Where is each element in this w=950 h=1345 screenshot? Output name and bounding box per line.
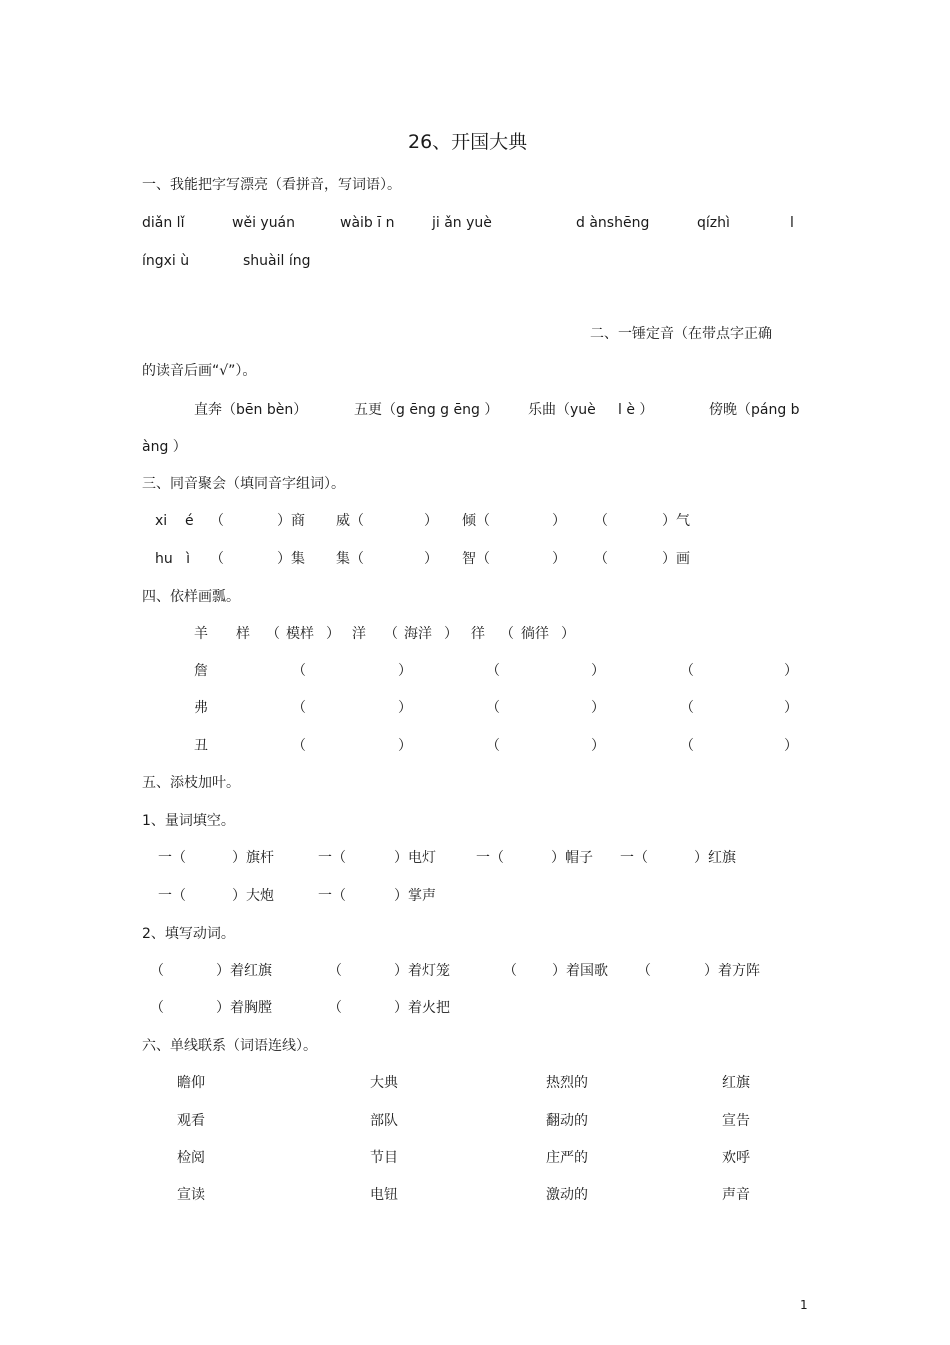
measure-blank-close: ）掌声 xyxy=(394,888,436,904)
measure-blank-close: ）旗杆 xyxy=(232,850,274,866)
homophone-pinyin: xi é xyxy=(155,513,194,529)
paren: （ xyxy=(500,626,514,642)
section2-heading: 二、一锤定音（在带点字正确 xyxy=(590,326,772,342)
blank-open: （ xyxy=(210,513,224,529)
measure-blank-open: 一（ xyxy=(158,888,186,904)
blank-close: ） xyxy=(552,513,566,529)
blank-open: 倾（ xyxy=(462,513,490,529)
verb-blank-open: （ xyxy=(637,963,651,979)
paren: ） xyxy=(326,626,340,642)
match-word: 节目 xyxy=(370,1150,398,1166)
paren: （ xyxy=(486,738,500,754)
measure-blank-close: ）电灯 xyxy=(394,850,436,866)
pinyin-item: íngxi ù xyxy=(142,253,190,269)
blank-close: ）商 xyxy=(277,513,305,529)
match-word: 检阅 xyxy=(177,1150,205,1166)
match-word: 部队 xyxy=(370,1113,398,1129)
blank-close: ）气 xyxy=(662,513,690,529)
paren: （ xyxy=(486,700,500,716)
blank-close: ） xyxy=(424,513,438,529)
match-word: 热烈的 xyxy=(546,1075,588,1091)
blank-close: ） xyxy=(552,551,566,567)
example-word: 海洋 xyxy=(404,626,432,642)
base-char: 丑 xyxy=(194,738,208,754)
pinyin-item: qízhì xyxy=(697,215,730,231)
paren: ） xyxy=(784,663,798,679)
measure-blank-close: ）大炮 xyxy=(232,888,274,904)
measure-blank-open: 一（ xyxy=(318,850,346,866)
match-word: 红旗 xyxy=(722,1075,750,1091)
base-char: 詹 xyxy=(194,663,208,679)
section5-sub1: 1、量词填空。 xyxy=(142,813,235,829)
paren: （ xyxy=(680,700,694,716)
blank-open: （ xyxy=(210,551,224,567)
base-char: 弗 xyxy=(194,700,208,716)
blank-close: ） xyxy=(424,551,438,567)
paren: （ xyxy=(292,700,306,716)
reading-item: 五更（g ēng g ēng ） xyxy=(354,402,499,418)
verb-blank-close: ）着红旗 xyxy=(216,963,272,979)
match-word: 电钮 xyxy=(370,1187,398,1203)
blank-close: ）集 xyxy=(277,551,305,567)
pinyin-item: ji ǎn yuè xyxy=(432,215,492,231)
example-word: 徜徉 xyxy=(521,626,549,642)
paren: ） xyxy=(398,700,412,716)
pinyin-item: diǎn lǐ xyxy=(142,215,185,231)
measure-blank-close: ）帽子 xyxy=(551,850,593,866)
verb-blank-open: （ xyxy=(328,963,342,979)
match-word: 激动的 xyxy=(546,1187,588,1203)
verb-blank-close: ）着火把 xyxy=(394,1000,450,1016)
example-char: 徉 xyxy=(471,626,485,642)
verb-blank-open: （ xyxy=(503,963,517,979)
verb-blank-close: ）着国歌 xyxy=(552,963,608,979)
verb-blank-close: ）着方阵 xyxy=(704,963,760,979)
paren: ） xyxy=(591,738,605,754)
blank-open: 集（ xyxy=(336,551,364,567)
blank-open: 威（ xyxy=(336,513,364,529)
reading-item: 直奔（bēn bèn） xyxy=(194,402,308,418)
paren: （ xyxy=(680,738,694,754)
page-title: 26、开国大典 xyxy=(408,131,528,153)
homophone-pinyin: hu ì xyxy=(155,551,190,567)
paren: ） xyxy=(784,700,798,716)
measure-blank-open: 一（ xyxy=(476,850,504,866)
match-word: 大典 xyxy=(370,1075,398,1091)
match-word: 庄严的 xyxy=(546,1150,588,1166)
section6-heading: 六、单线联系（词语连线）。 xyxy=(142,1038,317,1054)
paren: （ xyxy=(292,663,306,679)
paren: ） xyxy=(561,626,575,642)
example-char: 洋 xyxy=(352,626,366,642)
measure-blank-open: 一（ xyxy=(318,888,346,904)
match-word: 宣告 xyxy=(722,1113,750,1129)
match-word: 声音 xyxy=(722,1187,750,1203)
page-number: 1 xyxy=(800,1298,808,1312)
section5-sub2: 2、填写动词。 xyxy=(142,926,235,942)
paren: ） xyxy=(398,738,412,754)
paren: （ xyxy=(680,663,694,679)
paren: ） xyxy=(591,700,605,716)
verb-blank-open: （ xyxy=(150,963,164,979)
blank-close: ）画 xyxy=(662,551,690,567)
reading-item: 傍晚（páng b xyxy=(709,402,800,418)
match-word: 欢呼 xyxy=(722,1150,750,1166)
match-word: 瞻仰 xyxy=(177,1075,205,1091)
section4-heading: 四、依样画瓢。 xyxy=(142,589,240,605)
verb-blank-open: （ xyxy=(328,1000,342,1016)
paren: （ xyxy=(266,626,280,642)
example-char: 样 xyxy=(236,626,250,642)
section2-heading-cont: 的读音后画“√”）。 xyxy=(142,363,257,379)
measure-blank-open: 一（ xyxy=(620,850,648,866)
reading-item: 乐曲（yuè l è ） xyxy=(528,402,654,418)
verb-blank-open: （ xyxy=(150,1000,164,1016)
paren: （ xyxy=(292,738,306,754)
pinyin-item: l xyxy=(790,215,794,231)
example-word: 模样 xyxy=(286,626,314,642)
match-word: 宣读 xyxy=(177,1187,205,1203)
pinyin-item: wàib ī n xyxy=(340,215,395,231)
verb-blank-close: ）着灯笼 xyxy=(394,963,450,979)
section3-heading: 三、同音聚会（填同音字组词）。 xyxy=(142,476,345,492)
measure-blank-close: ）红旗 xyxy=(694,850,736,866)
match-word: 翻动的 xyxy=(546,1113,588,1129)
pinyin-item: shuàil íng xyxy=(243,253,311,269)
paren: （ xyxy=(486,663,500,679)
pinyin-item: wěi yuán xyxy=(232,215,296,231)
pinyin-item: d ànshēng xyxy=(576,215,650,231)
paren: ） xyxy=(591,663,605,679)
verb-blank-close: ）着胸膛 xyxy=(216,1000,272,1016)
paren: ） xyxy=(784,738,798,754)
reading-item-wrap: àng ） xyxy=(142,439,187,455)
paren: ） xyxy=(398,663,412,679)
section5-heading: 五、添枝加叶。 xyxy=(142,775,240,791)
section1-heading: 一、我能把字写漂亮（看拼音，写词语）。 xyxy=(142,177,401,193)
paren: （ xyxy=(384,626,398,642)
blank-open: 智（ xyxy=(462,551,490,567)
match-word: 观看 xyxy=(177,1113,205,1129)
blank-open: （ xyxy=(594,551,608,567)
measure-blank-open: 一（ xyxy=(158,850,186,866)
blank-open: （ xyxy=(594,513,608,529)
example-char: 羊 xyxy=(194,626,208,642)
paren: ） xyxy=(444,626,458,642)
